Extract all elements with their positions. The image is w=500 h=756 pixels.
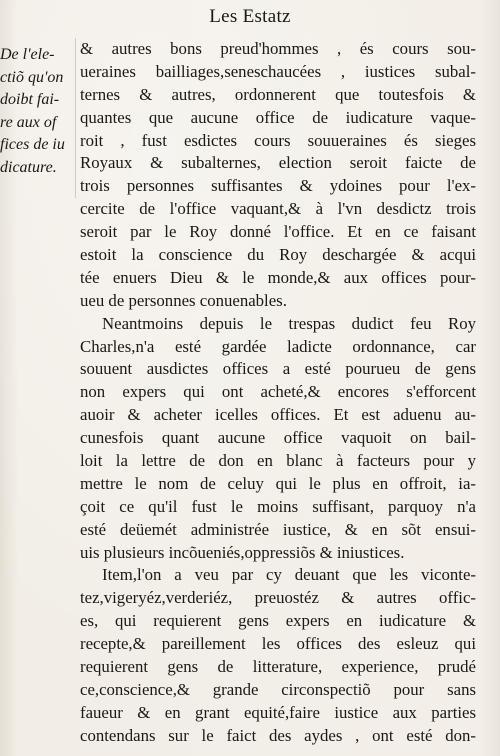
running-head: Les Estatz <box>209 6 291 27</box>
text-line: tée enuers Dieu & le monde,& aux offices pour- <box>80 267 476 287</box>
paragraph-3 <box>80 564 476 747</box>
text-line: Charles,n'a esté gardée ladicte ordonnance, car <box>80 336 476 356</box>
text-line: non expers qui ont acheté,& encores s'efforcent <box>80 382 476 402</box>
paragraph-1 <box>80 38 476 313</box>
text-line: cercite de l'office vaquant,& à l'vn desdictz trois <box>80 199 476 219</box>
marginal-note-line: re aux of <box>0 113 57 131</box>
text-line: uis plusieurs incõueniés,oppressiõs & iniustices. <box>80 542 405 562</box>
text-line: loit la lettre de don en blanc à facteurs pour y <box>80 451 476 471</box>
text-line: ce,conscience,& grande circonspectiõ pour sans <box>80 679 476 699</box>
text-line: roit , fust esdictes cours souueraines és sieges <box>80 130 476 150</box>
text-line: Neantmoins depuis le trespas dudict feu Roy <box>102 313 476 333</box>
paragraph-2 <box>80 313 476 565</box>
text-line: mettre le nom de celuy qui le plus en offroit, ia- <box>80 473 476 493</box>
marginal-note-line: doibt fai- <box>0 91 60 108</box>
text-line: requierent gens de litterature, experience, prudé <box>80 657 476 677</box>
text-line: trois personnes suffisantes & ydoines pour l'ex- <box>80 176 476 196</box>
text-line: estoit la conscience du Roy deschargée & acqui <box>80 245 476 265</box>
marginal-note-line: dicature. <box>0 158 57 176</box>
text-line: ueu de personnes conuenables. <box>80 290 287 310</box>
marginal-note-line: fices de iu <box>0 136 65 153</box>
text-line: ternes & autres, ordonnerent que toutesfois & <box>80 84 476 104</box>
marginal-note-line: De l'ele- <box>0 46 55 63</box>
text-line: faueur & en grant equité,faire iustice aux parties <box>80 702 476 722</box>
text-line: cunesfois quant aucune office vaquoit on bail- <box>80 428 476 448</box>
text-line: quantes que aucune office de iudicature vaque- <box>80 107 476 127</box>
text-line: ueraines bailliages,seneschaucées , iustices subal- <box>80 61 476 81</box>
marginal-note <box>0 44 78 179</box>
text-line: & autres bons preud'hommes , és cours sou- <box>80 39 476 58</box>
text-line: es, qui requierent gens expers en iudicature & <box>80 611 476 631</box>
main-text-block <box>80 38 476 748</box>
text-line: contendans sur le faict des aydes , ont esté don- <box>80 725 476 745</box>
text-line: auoir & acheter icelles offices. Et est aduenu au- <box>80 405 476 425</box>
text-line: Royaux & subalternes, election seroit faicte de <box>80 153 476 173</box>
text-line: tez,vigeryéz,verderiéz, preuostéz & autres offic- <box>80 588 476 608</box>
marginal-note-line: ctiõ qu'on <box>0 68 64 86</box>
text-line: recepte,& pareillement les offices des esleuz qui <box>80 634 476 654</box>
text-line: seroit par le Roy donné l'office. Et en ce faisant <box>80 222 476 242</box>
text-line: souuent ausdictes offices a esté pourueu de gens <box>80 359 476 379</box>
text-line: esté deüemét administrée iustice, & en sõt ensui- <box>80 519 476 539</box>
text-line: çoit ce qu'il fust le moins suffisant, parquoy n'a <box>80 496 476 516</box>
text-line: Item,l'on a veu par cy deuant que les viconte- <box>102 565 476 585</box>
